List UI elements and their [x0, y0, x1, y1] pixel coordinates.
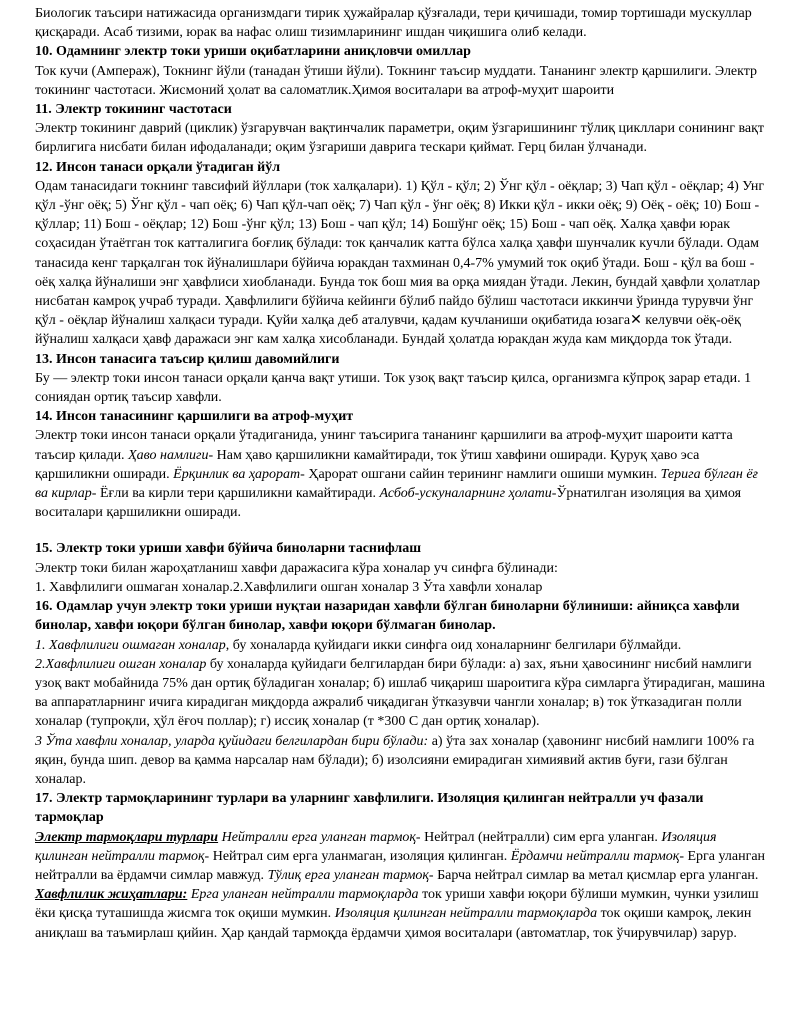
paragraph-16b: [35, 655, 767, 732]
italic-term-temperature: Ёрқинлик ва ҳарорат-: [173, 466, 305, 482]
paragraph-17a: [35, 828, 767, 886]
paragraph-13: Бу — электр токи инсон танаси орқали қанча вақт утиши. Ток узоқ вақт таъсир қилса, организмга кўпроқ зарар етади. 1 сониядан ортиқ таъсир хавфли.: [35, 370, 752, 406]
italic-term-class3: 3 Ўта хавфли хоналар, уларда қуйидаги белгилардан бири бўлади:: [35, 733, 429, 749]
italic-term-equipment: Асбоб-ускуналарнинг ҳолати-: [379, 486, 557, 502]
text-run: Ҳарорат ошгани сайин терининг намлиги ошиши мумкин.: [304, 466, 661, 482]
text-run: , бу хоналарда қуйидаги икки синфга оид хоналарнинг белгилари бўлмайди.: [225, 637, 682, 653]
heading-15: 15. Электр токи уриши хавфи бўйича биноларни таснифлаш: [35, 541, 422, 557]
paragraph-17b: [35, 885, 767, 943]
paragraph-11: Электр токининг даврий (циклик) ўзгарувчан вақтинчалик параметри, оқим ўзгаришининг тўлиқ цикллари сонининг вақт бирлигига нисбати билан ифодаланади; оқим ўзгариши даврига тескари қиймат. Герц билан ўлчанади.: [35, 121, 764, 156]
heading-11: 11. Электр токининг частотаси: [35, 102, 232, 118]
bold-underline-term-network-types: Электр тармоқлари турлари: [35, 829, 219, 845]
text-run: Нейтрал сим ерга уланмаган, изоляция қилинган.: [209, 848, 511, 864]
text-run: Нам ҳаво қаршиликни камайтиради, ток ўтиш хавфини оширади. Қуруқ ҳаво эса қаршиликни оширади.: [35, 447, 700, 482]
text-run: Ўрнатилган изоляция ва ҳимоя воситалари қаршиликни оширади.: [35, 486, 742, 521]
heading-10: 10. Одамнинг электр токи уриши оқибатларини аниқловчи омиллар: [35, 44, 471, 60]
paragraph-14: [35, 426, 767, 522]
italic-term-class1: 1. Хавфлилиги ошмаган хоналар: [35, 637, 226, 653]
text-run: Барча нейтрал симлар ва метал қисмлар ерга уланган.: [433, 867, 759, 883]
italic-term-grounded-networks: Ерга уланган нейтралли тармоқларда: [187, 887, 419, 903]
text-run: ток уриши хавфи юқори бўлиши мумкин, чунки узилиш ёки қисқа туташишда жисмга ток оқиши мумкин.: [35, 887, 759, 922]
italic-term-class2: 2.Хавфлилиги ошган хоналар: [35, 656, 207, 672]
spacer: [35, 522, 767, 539]
heading-14: 14. Инсон танасининг қаршилиги ва атроф-муҳит: [35, 409, 354, 425]
paragraph-10: Ток кучи (Ампераж), Токнинг йўли (танадан ўтиши йўли). Токнинг таъсир муддати. Тананинг электр қаршилиги. Электр токининг частотаси. Жисмоний ҳолат ва саломатлик.Ҳимоя воситалари ва атроф-муҳит шароити: [35, 63, 758, 98]
text-run: Нейтрал (нейтралли) сим ерга уланган.: [420, 829, 662, 845]
heading-13: 13. Инсон танасига таъсир қилиш давомийлиги: [35, 351, 340, 367]
heading-12: 12. Инсон танаси орқали ўтадиган йўл: [35, 159, 281, 175]
heading-17: 17. Электр тармоқларининг турлари ва уларнинг хавфлилиги. Изоляция қилинган нейтралли уч фазали тармоқлар: [35, 791, 704, 826]
paragraph-15b: 1. Хавфлилиги ошмаган хоналар.2.Хавфлилиги ошган хоналар 3 Ўта хавфли хоналар: [35, 579, 543, 595]
italic-term-auxiliary: Ёрдамчи нейтралли тармоқ-: [510, 848, 684, 864]
text-run: ток оқиши камроқ, лекин аниқлаш ва таъмирлаш қийин. Ҳар қандай тармоқда ёрдамчи ҳимоя воситалари (автоматлар, ток ўчирувчилар) зарур.: [35, 906, 752, 941]
italic-term-humidity: Ҳаво намлиги-: [128, 447, 214, 463]
italic-term-fully-grounded: Тўлиқ ерга уланган тармоқ-: [267, 867, 434, 883]
italic-term-skin: Терига бўлган ёғ ва кирлар-: [35, 466, 759, 502]
paragraph-16a: [35, 636, 767, 655]
heading-16: 16. Одамлар учун электр токи уриши нуқтаи назаридан хавфли бўлган биноларни бўлиниши: айниқса хавфли бинолар, хавфи юқори бўлган бинолар, хавфи юқори бўлмаган бинолар.: [35, 599, 740, 634]
text-run: а) ўта зах хоналар (ҳавонинг нисбий намлиги 100% га яқин, бунда шип. девор ва қамма нарсалар нам бўлади); б) изолсияни емирадиган химиявий актив буғи, гази бўлган хоналар.: [35, 733, 755, 787]
text-run: бу хоналарда қуйидаги белгилардан бири бўлади: а) зах, яъни ҳавосининг нисбий намлиги узоқ вакт мобайнида 75% дан ортиқ бўладиган хоналар; б) ишлаб чиқариш шароитига кўра симларга ўтирадиган, машина ва аппаратларнинг ичига кирадиган миқдорда ажралиб чиқадиган ўтказувчи чангли хоналар; в) ток ўтказадиган полли хоналар (тупроқли, ҳўл ёғоч поллар); г) иссиқ хоналар (т *300 С дан ортиқ хоналар).: [35, 656, 765, 730]
text-run: Ёғли ва кирли тери қаршиликни камайтиради.: [96, 486, 380, 502]
text-run: Ерга уланган нейтралли ва ёрдамчи симлар мавжуд.: [35, 848, 766, 883]
paragraph-16c: [35, 732, 767, 790]
italic-term-isolated-networks: Изоляция қилинган нейтралли тармоқларда: [334, 906, 598, 922]
paragraph-12: Одам танасидаги токнинг тавсифий йўллари (ток халқалари). 1) Қўл - қўл; 2) Ўнг қўл - оёқлар; 3) Чап қўл - оёқлар; 4) Унг қўл -ўнг оёқ; 5) Ўнг қўл - чап оёқ; 6) Чап қўл-чап оёқ; 7) Чап қўл - ўнг оёқ; 8) Икки қўл - икки оёқ; 9) Оёқ - оёқ; 10) Бош - қўллар; 11) Бош - оёқлар; 12) Бош -ўнг қўл; 13) Бош - чап қўл; 14) Бошўнг оёқ; 15) Бош - чап оёқ. Халқа ҳавфи юрак соҳасидан ўтаётган ток катталигига боғлиқ бўлади: ток қанчалик катта бўлса халқа ҳавфи шунчалик кучли бўлади. Одам танасида кенг тарқалган ток йўналишлари бўйича юракдан тахминан 0,4-7% умумий ток оқиб ўтади. Бош - қўл ва бош - оёқ халқа йўналиши энг ҳавфлиси хиобланади. Бунда ток бош мия ва орқа миядан ўтади. Лекин, бундай ҳавфли ҳолатлар нисбатан камроқ учраб туради. Ҳавфлилиги бўйича кейинги бўлиб пайдо бўлиш частотаси иккинчи ўринда турувчи ўнг қўл - оёқлар йўналиш халқаси туради. Қуйи халқа деб аталувчи, қадам кучланиши оқибатида юзага✕ келувчи оёқ-оёқ йўналиш халқаси ҳавф даражаси энг кам халқа хисобланади. Бундай ҳолатда юракдан жуда кам миқдорда ток ўтади.: [35, 178, 765, 348]
paragraph-15a: Электр токи билан жароҳатланиш хавфи даражасига кўра хоналар уч синфга бўлинади:: [35, 560, 558, 576]
italic-term-isolated: Изоляция қилинган нейтралли тармоқ-: [35, 829, 717, 864]
paragraph-intro: Биологик таъсири натижасида организмдаги тирик ҳужайралар қўзғалади, тери қичишади, томир тортишади мускуллар қисқаради. Асаб тизими, юрак ва нафас олиш тизимларининг ишдан чиқишига олиб келади.: [35, 6, 752, 41]
italic-term-grounded: Нейтралли ерга уланган тармоқ-: [218, 829, 421, 845]
bold-underline-term-hazards: Хавфлилик жиҳатлари:: [35, 887, 188, 903]
text-run: Электр токи инсон танаси орқали ўтадиганида, унинг таъсирига тананинг қаршилиги ва атроф-муҳит шароити катта таъсир қилади.: [35, 428, 733, 463]
